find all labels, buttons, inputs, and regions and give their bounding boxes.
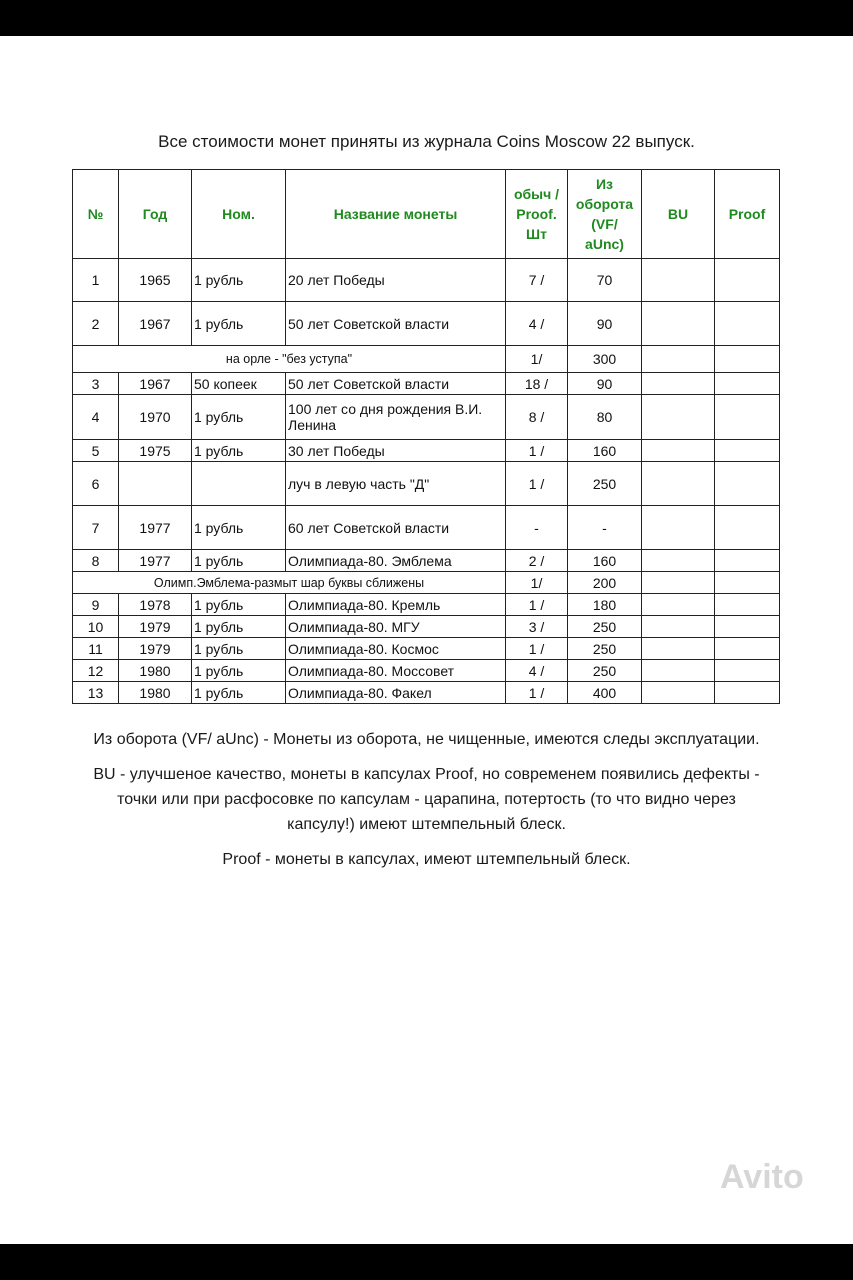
note-bu: BU - улучшеное качество, монеты в капсулах Proof, но современем появились дефекты - точки или при расфосовке по капсулам - царапина, потертость (то что видно через капсулу!) имеют штемпельный блеск. xyxy=(93,766,760,833)
coin-name-cell: 100 лет со дня рождения В.И. Ленина xyxy=(286,395,506,440)
table-row xyxy=(73,638,780,660)
price-cell: 300 xyxy=(568,346,642,373)
price-cell: 400 xyxy=(568,682,642,704)
nominal-cell: 1 рубль xyxy=(192,506,286,550)
table-row xyxy=(73,302,780,346)
quantity-cell: 4 / xyxy=(506,302,568,346)
proof-cell xyxy=(715,440,780,462)
num-cell: 9 xyxy=(73,594,119,616)
year-cell: 1977 xyxy=(119,550,192,572)
year-cell: 1979 xyxy=(119,616,192,638)
quantity-cell: 1 / xyxy=(506,682,568,704)
bu-cell xyxy=(642,572,715,594)
year-cell: 1965 xyxy=(119,259,192,302)
coin-name-cell: 50 лет Советской власти xyxy=(286,373,506,395)
nominal-cell: 1 рубль xyxy=(192,660,286,682)
table-note-row xyxy=(73,572,780,594)
proof-cell xyxy=(715,462,780,506)
proof-cell xyxy=(715,302,780,346)
bu-cell xyxy=(642,660,715,682)
quantity-cell: 1/ xyxy=(506,346,568,373)
quantity-cell: 18 / xyxy=(506,373,568,395)
bu-cell xyxy=(642,638,715,660)
quantity-cell: - xyxy=(506,506,568,550)
nominal-cell: 1 рубль xyxy=(192,440,286,462)
notes-section xyxy=(90,727,763,882)
price-cell: 200 xyxy=(568,572,642,594)
quantity-cell: 8 / xyxy=(506,395,568,440)
quantity-cell: 1 / xyxy=(506,440,568,462)
proof-cell xyxy=(715,346,780,373)
coins-table xyxy=(72,169,780,704)
bu-cell xyxy=(642,395,715,440)
proof-cell xyxy=(715,572,780,594)
price-cell: 160 xyxy=(568,440,642,462)
quantity-cell: 4 / xyxy=(506,660,568,682)
num-cell: 8 xyxy=(73,550,119,572)
price-cell: 80 xyxy=(568,395,642,440)
coin-name-cell: Олимпиада-80. МГУ xyxy=(286,616,506,638)
coin-name-cell: Олимпиада-80. Факел xyxy=(286,682,506,704)
nominal-cell: 1 рубль xyxy=(192,616,286,638)
year-cell: 1980 xyxy=(119,682,192,704)
price-cell: 250 xyxy=(568,638,642,660)
coin-name-cell: Олимпиада-80. Космос xyxy=(286,638,506,660)
num-cell: 3 xyxy=(73,373,119,395)
proof-cell xyxy=(715,506,780,550)
nominal-cell: 1 рубль xyxy=(192,682,286,704)
coin-name-cell: луч в левую часть "Д" xyxy=(286,462,506,506)
coin-name-cell: 30 лет Победы xyxy=(286,440,506,462)
bu-cell xyxy=(642,594,715,616)
bu-cell xyxy=(642,346,715,373)
coin-name-cell: 60 лет Советской власти xyxy=(286,506,506,550)
proof-cell xyxy=(715,259,780,302)
quantity-cell: 1 / xyxy=(506,594,568,616)
table-row xyxy=(73,506,780,550)
year-cell xyxy=(119,462,192,506)
header-coin-name: Название монеты xyxy=(286,170,506,259)
header-year: Год xyxy=(119,170,192,259)
num-cell: 11 xyxy=(73,638,119,660)
num-cell: 2 xyxy=(73,302,119,346)
num-cell: 1 xyxy=(73,259,119,302)
bu-cell xyxy=(642,682,715,704)
header-circulated-price: Из оборота (VF/ aUnc) xyxy=(568,170,642,259)
price-cell: 160 xyxy=(568,550,642,572)
year-cell: 1979 xyxy=(119,638,192,660)
coin-name-cell: 20 лет Победы xyxy=(286,259,506,302)
num-cell: 12 xyxy=(73,660,119,682)
bu-cell xyxy=(642,302,715,346)
nominal-cell: 1 рубль xyxy=(192,594,286,616)
year-cell: 1980 xyxy=(119,660,192,682)
num-cell: 7 xyxy=(73,506,119,550)
bu-cell xyxy=(642,373,715,395)
document-title: Все стоимости монет приняты из журнала Coins Moscow 22 выпуск. xyxy=(158,132,695,151)
note-circulated: Из оборота (VF/ aUnc) - Монеты из оборота, не чищенные, имеются следы эксплуатации. xyxy=(93,731,760,748)
header-bu: BU xyxy=(642,170,715,259)
year-cell: 1977 xyxy=(119,506,192,550)
price-cell: 90 xyxy=(568,302,642,346)
num-cell: 6 xyxy=(73,462,119,506)
num-cell: 5 xyxy=(73,440,119,462)
proof-cell xyxy=(715,638,780,660)
year-cell: 1967 xyxy=(119,302,192,346)
price-cell: 90 xyxy=(568,373,642,395)
proof-cell xyxy=(715,660,780,682)
price-cell: 250 xyxy=(568,462,642,506)
year-cell: 1978 xyxy=(119,594,192,616)
price-cell: 250 xyxy=(568,660,642,682)
note-cell: на орле - "без уступа" xyxy=(73,346,506,373)
proof-cell xyxy=(715,616,780,638)
price-cell: - xyxy=(568,506,642,550)
header-num: № xyxy=(73,170,119,259)
num-cell: 13 xyxy=(73,682,119,704)
quantity-cell: 3 / xyxy=(506,616,568,638)
price-cell: 250 xyxy=(568,616,642,638)
nominal-cell: 1 рубль xyxy=(192,550,286,572)
header-quantity: обыч / Proof. Шт xyxy=(506,170,568,259)
bu-cell xyxy=(642,550,715,572)
table-row xyxy=(73,373,780,395)
table-row xyxy=(73,594,780,616)
nominal-cell: 1 рубль xyxy=(192,259,286,302)
coin-name-cell: Олимпиада-80. Эмблема xyxy=(286,550,506,572)
year-cell: 1967 xyxy=(119,373,192,395)
table-row xyxy=(73,395,780,440)
document-page xyxy=(0,36,853,1244)
bu-cell xyxy=(642,440,715,462)
table-row xyxy=(73,259,780,302)
bu-cell xyxy=(642,462,715,506)
price-cell: 180 xyxy=(568,594,642,616)
num-cell: 4 xyxy=(73,395,119,440)
nominal-cell: 1 рубль xyxy=(192,302,286,346)
proof-cell xyxy=(715,594,780,616)
nominal-cell: 50 копеек xyxy=(192,373,286,395)
quantity-cell: 1 / xyxy=(506,462,568,506)
nominal-cell: 1 рубль xyxy=(192,395,286,440)
table-row xyxy=(73,682,780,704)
proof-cell xyxy=(715,682,780,704)
table-row xyxy=(73,440,780,462)
avito-watermark-logo: Avito xyxy=(720,1158,804,1196)
nominal-cell xyxy=(192,462,286,506)
quantity-cell: 2 / xyxy=(506,550,568,572)
quantity-cell: 1/ xyxy=(506,572,568,594)
year-cell: 1975 xyxy=(119,440,192,462)
bu-cell xyxy=(642,506,715,550)
note-proof: Proof - монеты в капсулах, имеют штемпельный блеск. xyxy=(222,851,631,868)
proof-cell xyxy=(715,395,780,440)
num-cell: 10 xyxy=(73,616,119,638)
header-proof: Proof xyxy=(715,170,780,259)
coin-name-cell: Олимпиада-80. Моссовет xyxy=(286,660,506,682)
bu-cell xyxy=(642,259,715,302)
table-row xyxy=(73,660,780,682)
coin-name-cell: Олимпиада-80. Кремль xyxy=(286,594,506,616)
quantity-cell: 1 / xyxy=(506,638,568,660)
proof-cell xyxy=(715,373,780,395)
table-note-row xyxy=(73,346,780,373)
table-row xyxy=(73,616,780,638)
price-cell: 70 xyxy=(568,259,642,302)
table-row xyxy=(73,550,780,572)
nominal-cell: 1 рубль xyxy=(192,638,286,660)
year-cell: 1970 xyxy=(119,395,192,440)
coin-name-cell: 50 лет Советской власти xyxy=(286,302,506,346)
proof-cell xyxy=(715,550,780,572)
header-nominal: Ном. xyxy=(192,170,286,259)
note-cell: Олимп.Эмблема-размыт шар буквы сближены xyxy=(73,572,506,594)
table-row xyxy=(73,462,780,506)
quantity-cell: 7 / xyxy=(506,259,568,302)
bu-cell xyxy=(642,616,715,638)
table-header-row xyxy=(73,170,780,259)
